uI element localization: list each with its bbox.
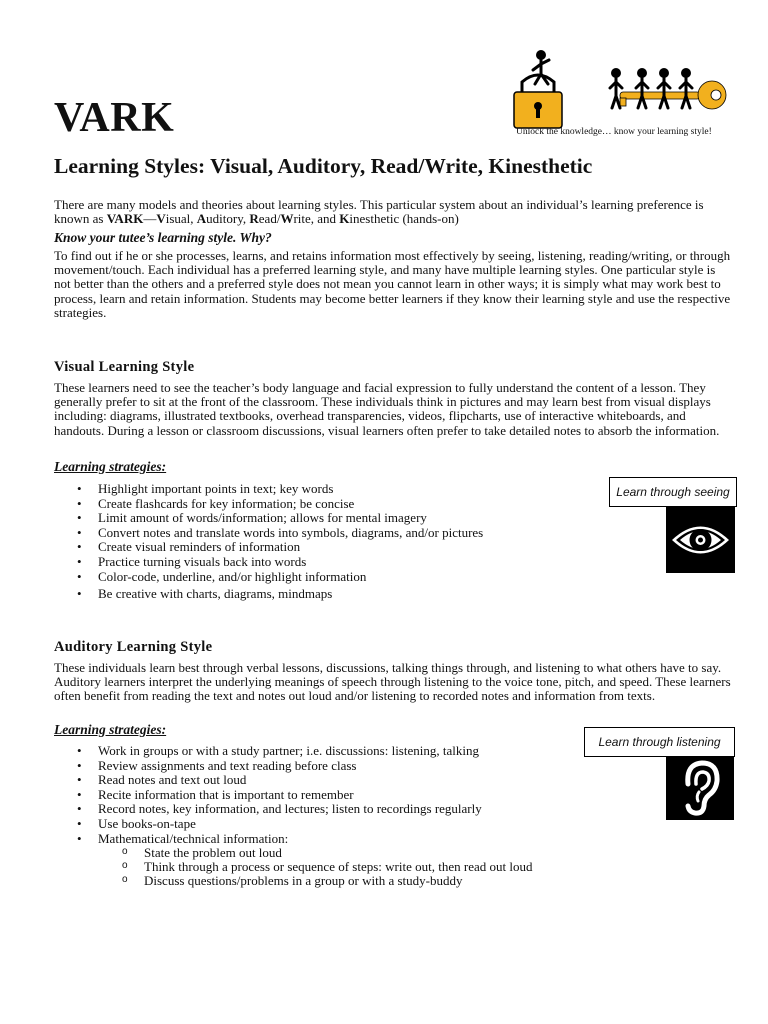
list-item: • Review assignments and text reading before class (74, 759, 482, 774)
auditory-description: These individuals learn best through verbal lessons, discussions, talking things through, and listening to what others have to say. Auditory learners interpret the underlying meanings of speech through listening to the voice tone, pitch, and speed. These learners often benefit from reading the text and notes out loud and/or listening to recorded notes and information from texts. (54, 660, 731, 704)
list-item: • Practice turning visuals back into words (74, 555, 483, 570)
auditory-section-heading: Auditory Learning Style (54, 639, 213, 655)
visual-strategies-heading: Learning strategies: (54, 459, 167, 474)
ear-icon (666, 756, 734, 820)
list-item: • Be creative with charts, diagrams, mindmaps (74, 587, 483, 602)
tagline: Unlock the knowledge… know your learning style! (516, 127, 712, 137)
list-item: o Discuss questions/problems in a group or with a study-buddy (120, 874, 532, 888)
auditory-strategies-heading: Learning strategies: (54, 722, 167, 737)
page-subtitle: Learning Styles: Visual, Auditory, Read/Write, Kinesthetic (54, 154, 593, 178)
visual-callout: Learn through seeing (609, 477, 737, 507)
padlock-with-figure-icon (508, 46, 574, 130)
list-item: • Highlight important points in text; key words (74, 482, 483, 497)
visual-section-heading: Visual Learning Style (54, 359, 195, 375)
why-paragraph: To find out if he or she processes, learns, and retains information most effectively by seeing, listening, reading/writing, or through movement/touch. Each individual has a preferred learning style, and many have multiple learning styles. One particular style is not better than the others and a preferred style does not mean you cannot learn in other ways; it is simply what may work best to process, learn and retain information. Students may become better learners if they know their learning style and use the respective strategies. (54, 248, 731, 320)
list-item: • Create visual reminders of information (74, 540, 483, 555)
list-item: • Convert notes and translate words into symbols, diagrams, and/or pictures (74, 526, 483, 541)
list-item: • Create flashcards for key information; be concise (74, 497, 483, 512)
list-item: • Work in groups or with a study partner; i.e. discussions: listening, talking (74, 744, 482, 759)
figures-carrying-key-icon (606, 64, 734, 122)
list-item: • Mathematical/technical information: (74, 832, 482, 847)
auditory-strategies-list (74, 744, 482, 846)
eye-icon (666, 507, 735, 573)
why-heading: Know your tutee’s learning style. Why? (54, 230, 272, 245)
list-item: • Limit amount of words/information; allows for mental imagery (74, 511, 483, 526)
list-item: o Think through a process or sequence of steps: write out, then read out loud (120, 860, 532, 874)
visual-description: These learners need to see the teacher’s body language and facial expression to fully understand the content of a lesson. They generally prefer to sit at the front of the classroom. These individuals think in pictures and may learn best from visual displays including: diagrams, illustrated textbooks, overhead transparencies, videos, flipcharts, use of interactive whiteboards, and handouts. During a lesson or classroom discussions, visual learners often prefer to take detailed notes to absorb the information. (54, 380, 720, 438)
intro-paragraph: There are many models and theories about learning styles. This particular system about an individual’s learning preference is known as VARK—Visual, Auditory, Read/Write, and Kinesthetic (hands-on) (54, 197, 704, 227)
auditory-callout: Learn through listening (584, 727, 735, 757)
list-item: • Color-code, underline, and/or highlight information (74, 570, 483, 585)
visual-strategies-list (74, 482, 483, 602)
list-item: • Use books-on-tape (74, 817, 482, 832)
list-item: o State the problem out loud (120, 846, 532, 860)
auditory-sub-strategies-list (120, 846, 532, 887)
list-item: • Record notes, key information, and lectures; listen to recordings regularly (74, 802, 482, 817)
list-item: • Read notes and text out loud (74, 773, 482, 788)
list-item: • Recite information that is important to remember (74, 788, 482, 803)
page-title: VARK (54, 95, 175, 141)
